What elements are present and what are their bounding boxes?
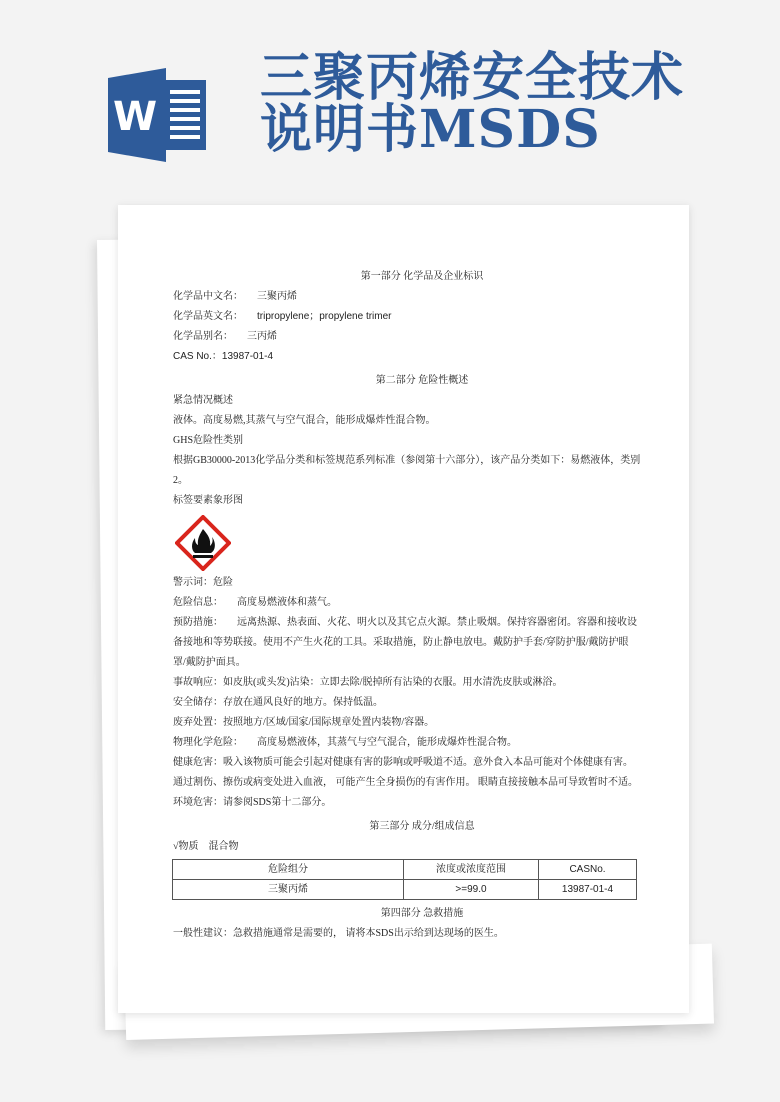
pictogram-heading: 标签要素象形图 bbox=[173, 495, 243, 506]
table-row bbox=[173, 880, 637, 900]
section-3-title: 第三部分 成分/组成信息 bbox=[369, 821, 475, 832]
field-english-name: 化学品英文名： tripropylene；propylene trimer bbox=[173, 311, 392, 322]
ghs-heading: GHS危险性类别 bbox=[173, 435, 244, 446]
composition-table bbox=[172, 859, 637, 900]
title-line-2: 说明书MSDS bbox=[260, 99, 601, 160]
header-concentration: 浓度或浓度范围 bbox=[404, 860, 539, 880]
section-4-title: 第四部分 急救措施 bbox=[380, 908, 464, 919]
field-cas-no: CAS No.：13987-01-4 bbox=[173, 351, 274, 362]
environment-hazard: 环境危害：请参阅SDS第十二部分。 bbox=[173, 797, 332, 808]
cell-cas: 13987-01-4 bbox=[539, 880, 637, 900]
header-component: 危险组分 bbox=[173, 860, 404, 880]
cell-component: 三聚丙烯 bbox=[173, 880, 404, 900]
header-cas: CASNo. bbox=[539, 860, 637, 880]
field-alias: 化学品别名： 三丙烯 bbox=[173, 331, 277, 342]
substance-mixture-line: √物质 混合物 bbox=[173, 841, 239, 852]
emergency-text: 液体。高度易燃,其蒸气与空气混合，能形成爆炸性混合物。 bbox=[173, 415, 436, 426]
page-title bbox=[260, 47, 685, 160]
accident-response: 事故响应：如皮肤(或头发)沾染：立即去除/脱掉所有沾染的衣服。用水清洗皮肤或淋浴。 bbox=[173, 677, 563, 688]
physchem-hazard: 物理化学危险： 高度易燃液体，其蒸气与空气混合，能形成爆炸性混合物。 bbox=[173, 737, 517, 748]
title-line-1: 三聚丙烯安全技术 bbox=[260, 47, 685, 108]
general-advice: 一般性建议：急救措施通常是需要的， 请将本SDS出示给到达现场的医生。 bbox=[173, 928, 504, 939]
disposal: 废弃处置：按照地方/区域/国家/国际规章处置内装物/容器。 bbox=[173, 717, 435, 728]
header bbox=[0, 0, 780, 190]
signal-word: 警示词：危险 bbox=[173, 577, 233, 588]
field-chinese-name: 化学品中文名： 三聚丙烯 bbox=[173, 291, 297, 302]
health-hazard: 健康危害：吸入该物质可能会引起对健康有害的影响或呼吸道不适。意外食入本品可能对个体健康有害。通过割伤、擦伤或病变处进入血液， 可能产生全身损伤的有害作用。 眼睛直接接触本品可导致暂时不适。 bbox=[173, 757, 638, 788]
safe-storage: 安全储存：存放在通风良好的地方。保持低温。 bbox=[173, 697, 383, 708]
flame-pictogram-icon bbox=[175, 515, 231, 571]
section-1-title: 第一部分 化学品及企业标识 bbox=[360, 271, 484, 282]
emergency-heading: 紧急情况概述 bbox=[173, 395, 233, 406]
document-content bbox=[173, 267, 641, 944]
document-page bbox=[118, 205, 689, 1013]
prevention-measures: 预防措施： 远离热源、热表面、火花、明火以及其它点火源。禁止吸烟。保持容器密闭。容器和接收设备接地和等势联接。使用不产生火花的工具。采取措施，防止静电放电。戴防护手套/穿防护服/戴防护眼罩/戴防护面具。 bbox=[173, 617, 637, 668]
table-header-row bbox=[173, 860, 637, 880]
ghs-text: 根据GB30000-2013化学品分类和标签规范系列标准（参阅第十六部分），该产品分类如下：易燃液体，类别2。 bbox=[173, 455, 641, 486]
word-document-icon bbox=[108, 68, 208, 162]
svg-text:W: W bbox=[112, 94, 158, 140]
cell-concentration: >=99.0 bbox=[404, 880, 539, 900]
hazard-info: 危险信息： 高度易燃液体和蒸气。 bbox=[173, 597, 337, 608]
section-2-title: 第二部分 危险性概述 bbox=[375, 375, 469, 386]
